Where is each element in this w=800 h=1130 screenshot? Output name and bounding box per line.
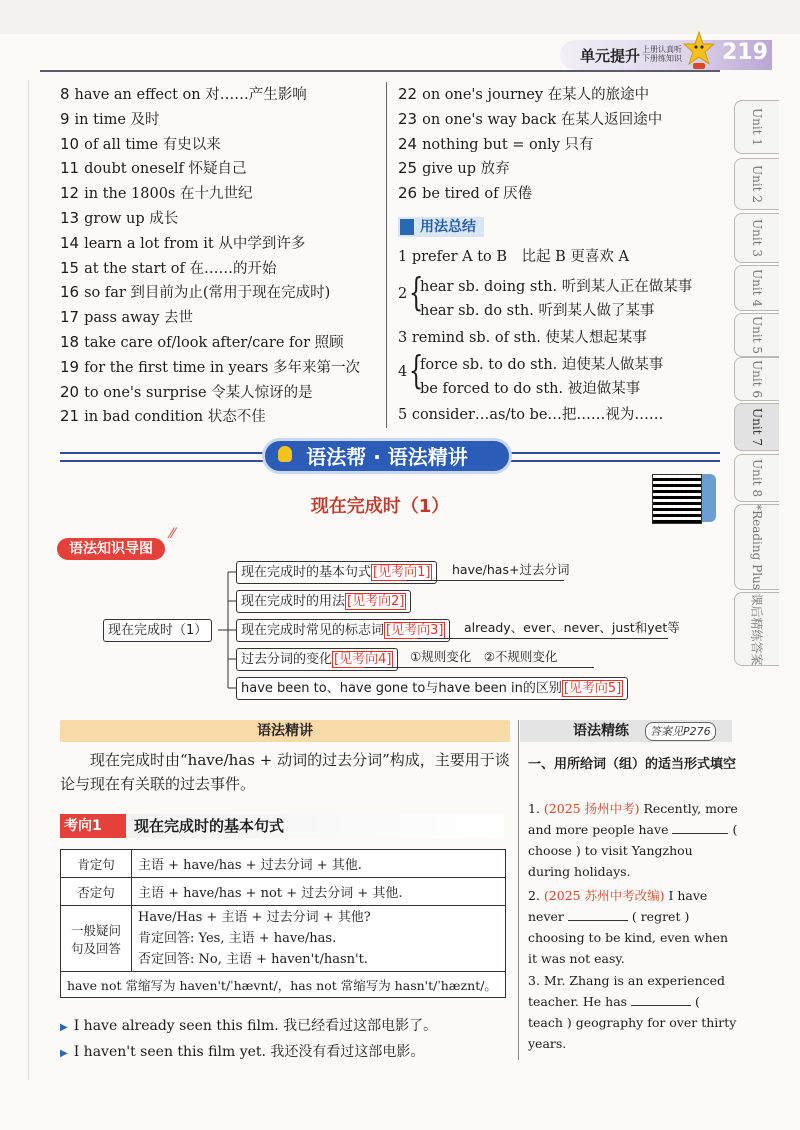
usage-item-2-number: 2 [398,286,408,302]
phrase-text: at the start of 在……的开始 [84,260,277,277]
phrase-text: grow up 成长 [84,210,179,227]
qr-code-icon[interactable] [652,474,702,524]
column-divider [386,82,387,428]
phrase-number: 23 [398,109,418,128]
phrase-number: 20 [60,382,80,401]
phrase-number: 16 [60,283,80,302]
phrase-text: in bad condition 状态不佳 [84,409,266,426]
phrase-text: of all time 有史以来 [84,136,221,153]
branch-note-underline [364,667,594,668]
question-form: Have/Has + 主语 + 过去分词 + 其他? [138,910,371,925]
phrase-number: 10 [60,134,80,153]
phrase-item [60,404,360,429]
phrase-text: be tired of 厌倦 [422,186,533,203]
sentence-pattern-table [60,849,506,998]
table-value: 主语 + have/has + 过去分词 + 其他. [132,850,506,878]
phrase-text: have an effect on 对……产生影响 [74,87,307,103]
branch-note: ①规则变化 ②不规则变化 [410,649,558,664]
phrase-number: 9 [60,109,70,128]
tab-unit-1[interactable] [734,100,779,154]
tab-unit-7[interactable] [734,403,779,451]
phrase-text: for the first time in years 多年来第一次 [84,359,360,376]
branch-reference: [见考向5] [563,681,622,696]
question-number: 3. [528,973,540,988]
branch-reference: [见考向1] [373,565,431,580]
question-text: ( choose ) to visit Yangzhou during holidays. [528,822,738,879]
usage-summary-label: 用法总结 [420,219,476,235]
question-source: (2025 苏州中考改编) [543,888,665,903]
usage-item-1: 1 prefer A to B 比起 B 更喜欢 A [398,249,629,265]
mind-map-branch [236,677,628,700]
phrase-number: 19 [60,357,80,376]
branch-text: 现在完成时的基本句式 [241,565,372,580]
table-key: 肯定句 [61,850,132,878]
branch-text: have been to、have gone to与have been in的区别 [241,681,562,696]
header-slogan-line2: 下册练知识 [642,54,682,63]
lecture-header: 语法精讲 [257,723,313,739]
branch-text: 现在完成时的用法 [241,594,346,609]
tab-label: 课后精练答案 [749,592,764,666]
table-row [61,906,506,972]
brace-icon: { [408,348,424,392]
qr-tag [702,474,716,522]
phrase-item [60,256,360,281]
tab-label: Unit 6 [749,360,764,398]
tab-label: Unit 3 [749,219,764,257]
tab-label: Unit 1 [749,108,764,146]
phrase-text: pass away 去世 [84,310,194,327]
header-underline [40,70,720,72]
mind-map-root: 现在完成时（1） [103,619,212,642]
phrase-text: so far 到目前为止(常用于现在完成时) [84,285,331,302]
branch-text: 过去分词的变化 [241,652,333,667]
example-sentence [60,1041,424,1061]
table-key: 一般疑问句及回答 [61,906,132,972]
usage-item-4-number: 4 [398,364,408,380]
phrase-item [60,82,360,107]
phrase-text: on one's journey 在某人的旅途中 [422,87,650,103]
table-key: 否定句 [61,878,132,906]
branch-note: already、ever、never、just和yet等 [464,620,680,635]
phrase-item [60,280,360,305]
tab-answers[interactable] [734,592,779,666]
phrase-item [60,305,360,330]
usage-summary-tag [398,217,484,237]
question-text: Recently, more and more people have [528,801,738,837]
usage-item-3: 3 remind sb. of sth. 使某人想起某事 [398,330,647,346]
table-value: 主语 + have/has + not + 过去分词 + 其他. [132,878,506,906]
phrase-item [60,380,360,405]
example-text: I have already seen this film. 我已经看过这部电影了。 [73,1018,438,1034]
header-slogan [642,45,682,63]
phrase-item [398,181,662,206]
table-note: have not 常缩写为 haven't/ˈhævnt/，has not 常缩写为 hasn't/ˈhæznt/。 [61,972,506,998]
phrase-text: in the 1800s 在十九世纪 [84,186,253,203]
question-text: ( teach ) geography for over thirty years. [528,994,737,1051]
phrase-text: in time 及时 [74,111,160,128]
practice-section-title: 一、用所给词（组）的适当形式填空 [528,757,737,772]
table-row [61,878,506,906]
question-source: (2025 扬州中考) [543,801,640,816]
phrase-number: 26 [398,184,418,203]
brace-icon: { [408,270,424,314]
phrase-item [398,156,662,181]
phrase-text: give up 放弃 [422,161,510,178]
exam-focus-label: 考向1 [64,818,102,834]
phrase-item [398,107,662,132]
phrase-number: 11 [60,159,80,178]
answer-reference: 答案见P276 [645,722,716,741]
usage-item-2a: hear sb. doing sth. 听到某人正在做某事 [420,279,693,295]
triangle-bullet-icon: ▶ [60,1048,68,1059]
header-title: 单元提升 [580,47,641,65]
phrase-number: 12 [60,184,80,203]
phrase-number: 21 [60,407,80,426]
question-number: 1. [528,801,540,816]
phrase-item [60,206,360,231]
phrase-item [60,330,360,355]
page-margin-line [28,80,29,1080]
mascot-star-icon [683,30,715,70]
question-number: 2. [528,888,540,903]
practice-question-3 [528,970,738,1054]
usage-item-4a: force sb. to do sth. 迫使某人做某事 [420,357,664,373]
phrase-number: 15 [60,258,80,277]
tab-label: *Reading Plus [750,504,764,590]
question-text: Mr. Zhang is an experienced teacher. He has [528,973,726,1009]
table-row [61,972,506,998]
phrase-number: 24 [398,134,418,153]
exam-focus-title: 现在完成时的基本句式 [134,817,285,835]
page-number: 219 [722,40,768,65]
lecture-intro: 现在完成时由“have/has + 动词的过去分词”构成，主要用于谈论与现在有关联的过去事件。 [60,751,510,793]
spark-icon: ⁄⁄ [170,526,175,542]
phrase-text: take care of/look after/care for 照顾 [84,334,344,351]
example-text: I haven't seen this film yet. 我还没有看过这部电影。 [73,1044,425,1060]
question-text: I have never [528,888,708,924]
branch-text: 现在完成时常见的标志词 [241,623,385,638]
practice-question-2 [528,885,738,969]
practice-question-1 [528,798,738,882]
tab-unit-3[interactable] [734,213,779,263]
question-text: ( regret ) choosing to be kind, even when it was not easy. [528,909,729,966]
phrase-text: learn a lot from it 从中学到许多 [84,235,306,252]
phrase-list-right [398,82,662,206]
practice-header: 语法精练 [573,723,629,739]
branch-reference: [见考向2] [347,594,405,609]
table-value [132,906,506,972]
phrase-number: 14 [60,233,80,252]
phrase-number: 8 [60,85,70,103]
grammar-banner-title: 语法帮 · 语法精讲 [306,445,468,469]
phrase-number: 25 [398,159,418,178]
phrase-item [60,132,360,157]
top-page-shadow [0,0,800,34]
usage-item-2b: hear sb. do sth. 听到某人做了某事 [420,303,655,319]
phrase-item [60,231,360,256]
answer-blank[interactable] [631,1005,691,1006]
usage-item-5: 5 consider…as/to be…把……视为…… [398,407,664,423]
negative-answer: 否定回答: No, 主语 + haven't/hasn't. [138,952,368,967]
phrase-number: 18 [60,332,80,351]
header-slogan-line1: 上册认真听 [642,45,682,54]
answer-blank[interactable] [568,920,628,921]
branch-note-underline [418,638,668,639]
mind-map-branch [236,590,411,613]
answer-blank[interactable] [672,833,728,834]
tab-label: Unit 7 [749,408,764,446]
phrase-item [60,355,360,380]
phrase-number: 22 [398,85,418,103]
triangle-bullet-icon: ▶ [60,1022,68,1033]
phrase-text: to one's surprise 令某人惊讶的是 [84,384,313,401]
tab-label: Unit 4 [749,269,764,307]
branch-note: have/has+过去分词 [452,562,570,577]
book-icon [400,219,414,235]
branch-note-underline [406,580,564,581]
phrase-text: on one's way back 在某人返回途中 [422,111,663,128]
tab-unit-4[interactable] [734,265,779,311]
tab-unit-5[interactable] [734,313,779,357]
phrase-item [60,107,360,132]
grammar-subtitle: 现在完成时（1） [310,496,450,517]
positive-answer: 肯定回答: Yes, 主语 + have/has. [138,931,337,946]
phrase-item [398,132,662,157]
tab-label: Unit 5 [749,316,764,354]
practice-divider [518,720,519,1060]
branch-reference: [见考向3] [386,623,444,638]
tab-unit-6[interactable] [734,357,779,401]
phrase-item [398,82,662,107]
tab-label: Unit 8 [749,459,764,497]
tab-unit-2[interactable] [734,158,779,210]
phrase-list-left [60,82,360,429]
knowledge-map-tag: 语法知识导图 [57,538,165,560]
phrase-number: 13 [60,208,80,227]
example-sentence [60,1015,437,1035]
phrase-item [60,181,360,206]
tab-label: Unit 2 [749,165,764,203]
phrase-text: doubt oneself 怀疑自己 [84,161,247,178]
branch-reference: [见考向4] [334,652,392,667]
phrase-item [60,156,360,181]
phrase-number: 17 [60,308,80,327]
usage-item-4b: be forced to do sth. 被迫做某事 [420,381,641,397]
phrase-text: nothing but = only 只有 [422,136,594,153]
table-row [61,850,506,878]
